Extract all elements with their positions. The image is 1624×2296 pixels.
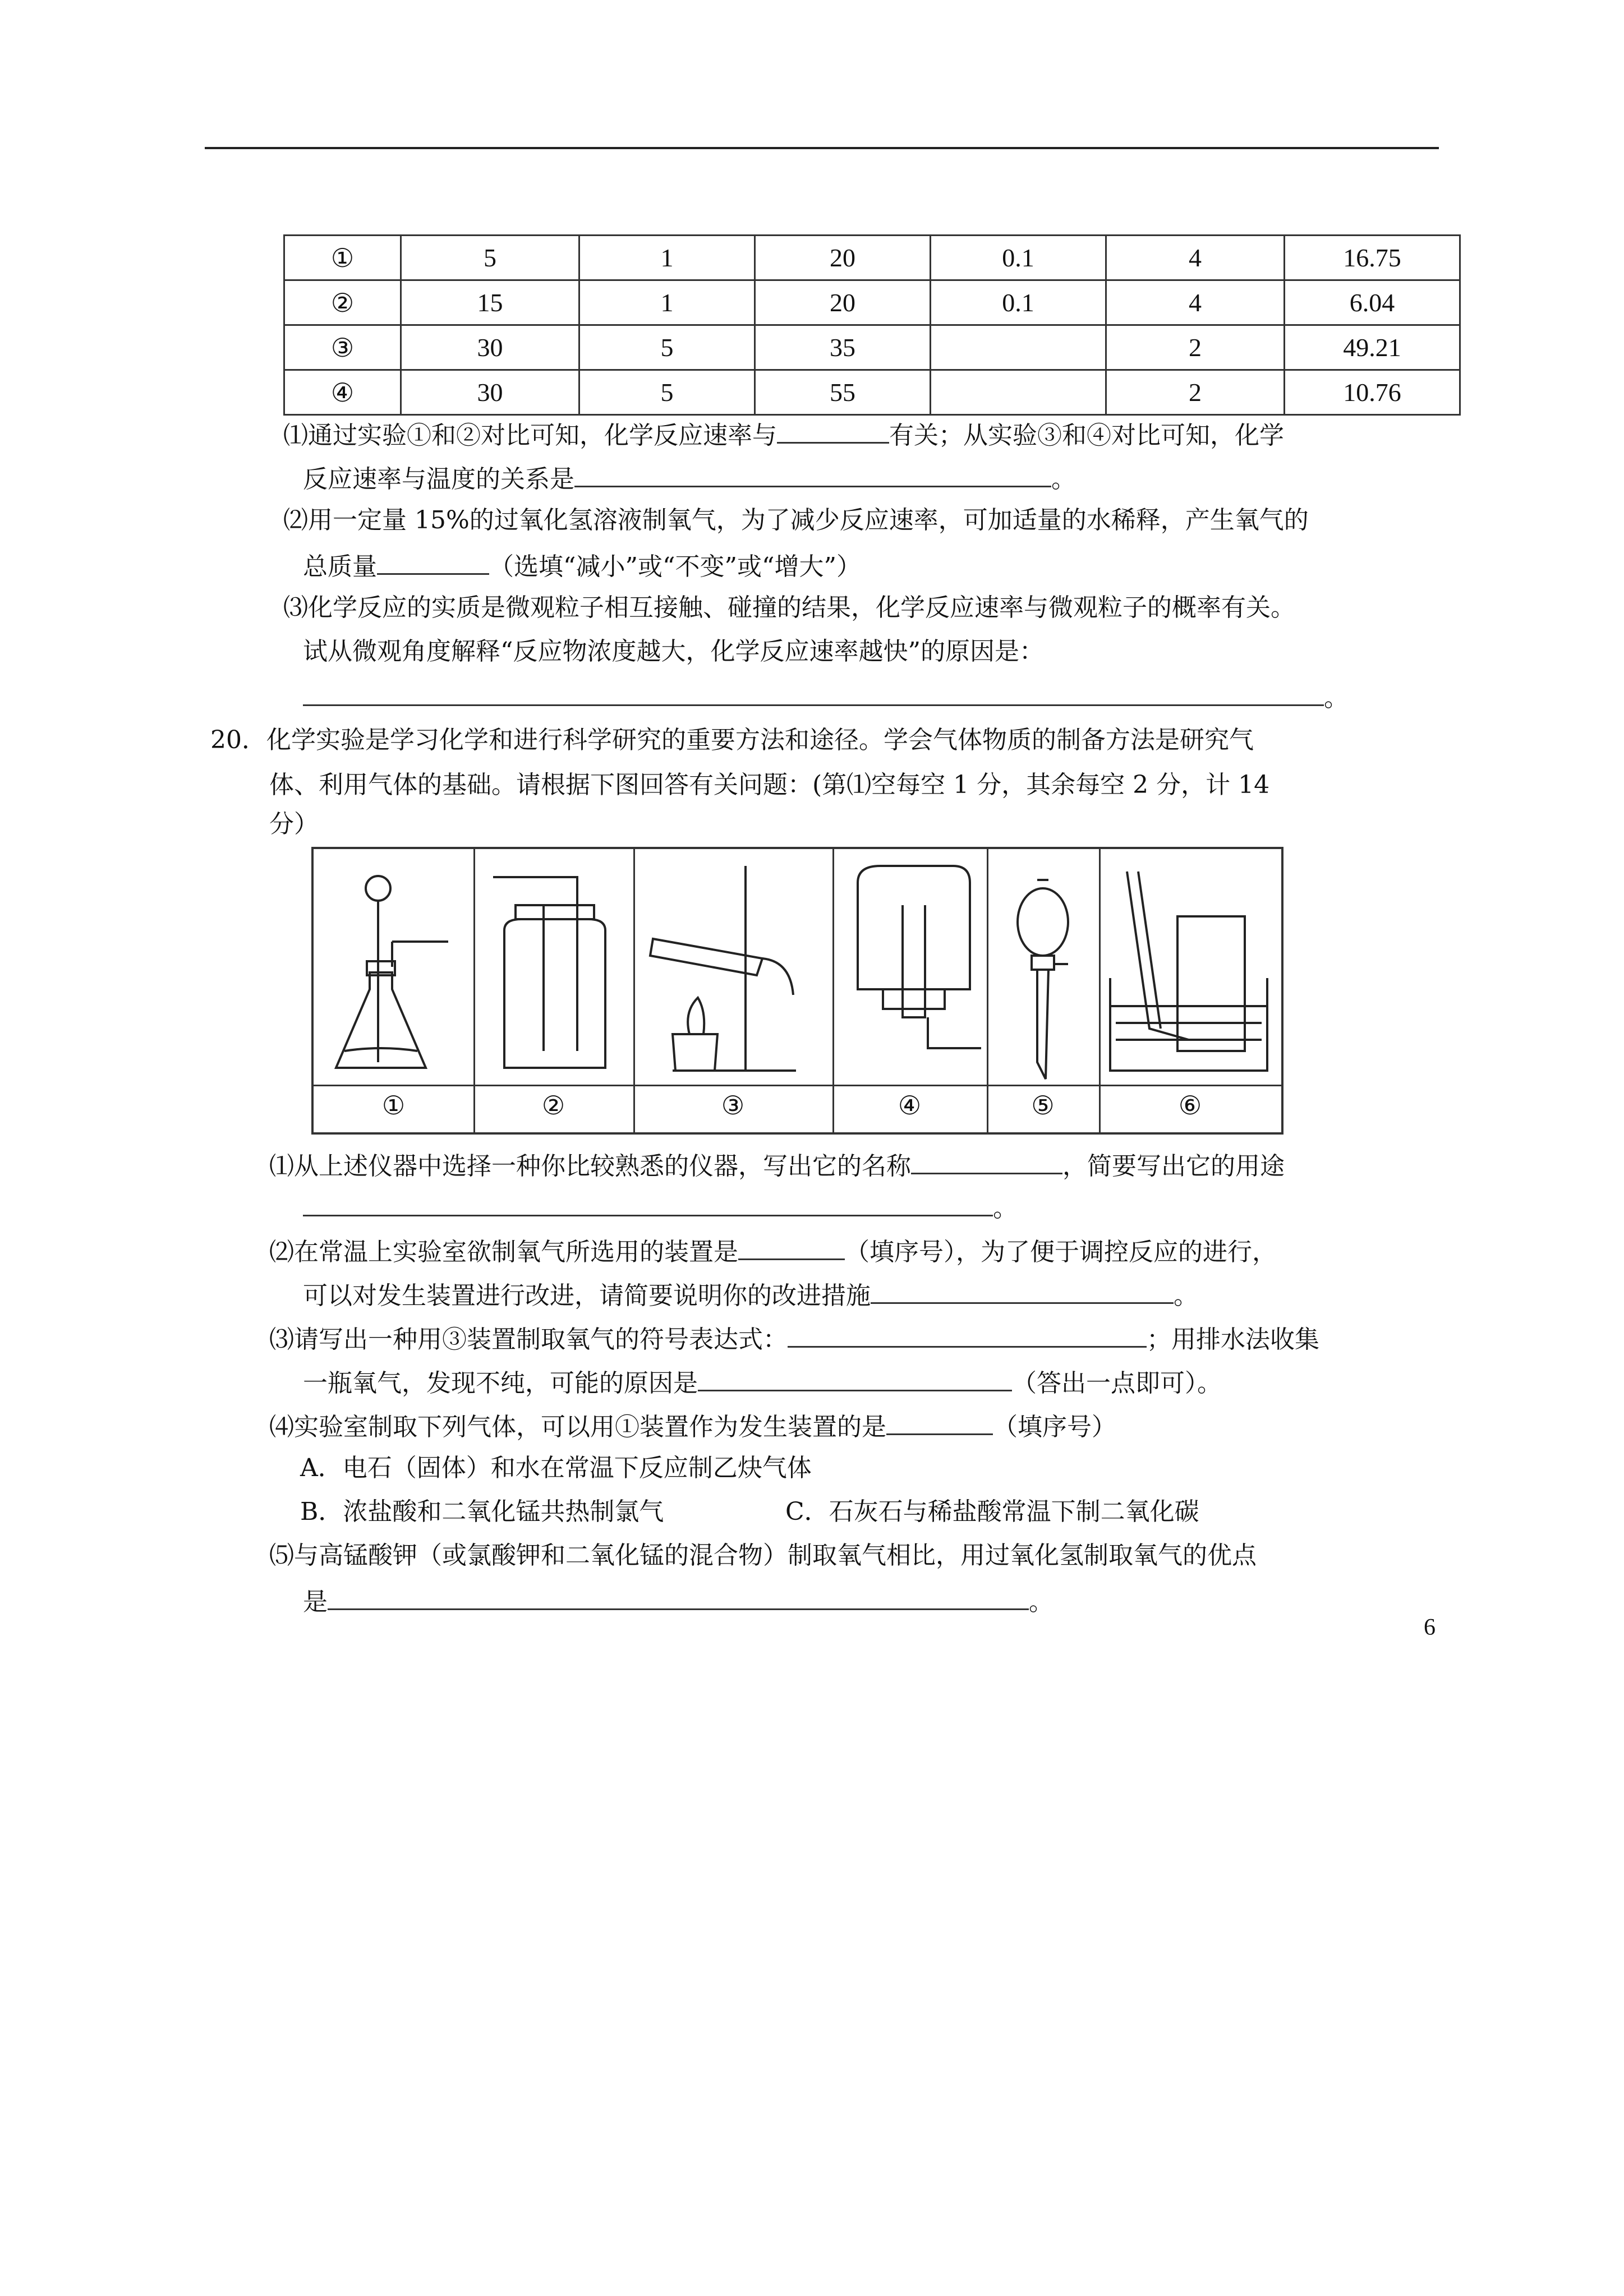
q20-intro-line1: 20．化学实验是学习化学和进行科学研究的重要方法和途径。学会气体物质的制备方法是研究气: [210, 726, 1254, 754]
q20-part2-line2: 可以对发生装置进行改进，请简要说明你的改进措施 。: [303, 1276, 1198, 1313]
q20-option-b: B．浓盐酸和二氧化锰共热制氯气: [300, 1497, 664, 1526]
table-cell: 4: [1106, 280, 1285, 325]
figure-label-6: ⑥: [1178, 1090, 1202, 1121]
table-cell: 1: [579, 236, 755, 280]
table-cell: ①: [284, 236, 401, 280]
table-cell: 0.1: [931, 280, 1106, 325]
answer-blank[interactable]: [911, 1147, 1062, 1174]
answer-blank[interactable]: [788, 1320, 1147, 1348]
q19-part2-line2: 总质量 （选填“减小”或“不变”或“增大”）: [303, 547, 861, 584]
answer-blank[interactable]: [574, 460, 1051, 487]
header-rule: [205, 147, 1439, 149]
q20-option-a: A．电石（固体）和水在常温下反应制乙炔气体: [300, 1454, 812, 1482]
answer-blank[interactable]: [777, 416, 889, 444]
table-cell: 20: [755, 236, 931, 280]
q19-part1-line2: 反应速率与温度的关系是 。: [303, 460, 1076, 496]
apparatus-figure: [311, 847, 1283, 1135]
figure-label-1: ①: [381, 1090, 406, 1121]
q19-part1-line1: ⑴通过实验①和②对比可知，化学反应速率与 有关；从实验③和④对比可知，化学: [283, 416, 1284, 453]
table-cell: 30: [401, 370, 579, 415]
table-cell: 55: [755, 370, 931, 415]
answer-blank[interactable]: [377, 547, 489, 575]
q19-part2-line1: ⑵用一定量 15%的过氧化氢溶液制氧气，为了减少反应速率，可加适量的水稀释，产生氧气的: [283, 506, 1309, 534]
answer-blank[interactable]: [871, 1276, 1174, 1304]
table-cell: ②: [284, 280, 401, 325]
q20-part1-line2: 。: [303, 1189, 1018, 1225]
apparatus-drawings: [314, 849, 1281, 1085]
conical-flask-with-funnel-icon: [336, 876, 448, 1068]
q20-part3-line1: ⑶请写出一种用③装置制取氧气的符号表达式： ；用排水法收集: [269, 1320, 1319, 1357]
table-cell: 15: [401, 280, 579, 325]
table-cell: 6.04: [1285, 280, 1460, 325]
q20-option-c: C．石灰石与稀盐酸常温下制二氧化碳: [785, 1497, 1199, 1526]
separatory-funnel-icon: [1018, 880, 1068, 1079]
table-cell: 0.1: [931, 236, 1106, 280]
q19-part3-line1: ⑶化学反应的实质是微观粒子相互接触、碰撞的结果，化学反应速率与微观粒子的概率有关。: [283, 593, 1295, 622]
table-cell: [931, 325, 1106, 370]
table-cell: 1: [579, 280, 755, 325]
answer-blank[interactable]: [328, 1583, 1029, 1610]
table-cell: [931, 370, 1106, 415]
q20-intro-line3: 分）: [269, 810, 319, 838]
gas-bottle-icon: [493, 877, 605, 1068]
q19-part3-line2: 试从微观角度解释“反应物浓度越大，化学反应速率越快”的原因是：: [303, 637, 1044, 666]
q19-part3-line3: 。: [303, 679, 1349, 715]
table-cell: 20: [755, 280, 931, 325]
figure-label-3: ③: [721, 1090, 745, 1121]
test-tube-heating-icon: [650, 866, 796, 1071]
q20-intro-line2: 体、利用气体的基础。请根据下图回答有关问题：(第⑴空每空 1 分，其余每空 2 分，计 14: [269, 771, 1270, 799]
experiment-table: [283, 234, 1461, 416]
table-cell: 10.76: [1285, 370, 1460, 415]
figure-label-5: ⑤: [1031, 1090, 1055, 1121]
table-cell: 16.75: [1285, 236, 1460, 280]
table-cell: 30: [401, 325, 579, 370]
q20-part5-line1: ⑸与高锰酸钾（或氯酸钾和二氧化锰的混合物）制取氧气相比，用过氧化氢制取氧气的优点: [269, 1541, 1257, 1570]
inverted-bottle-icon: [858, 866, 981, 1048]
q20-part2-line1: ⑵在常温上实验室欲制氧气所选用的装置是 （填序号），为了便于调控反应的进行，: [269, 1233, 1277, 1269]
page-number: 6: [1424, 1615, 1436, 1640]
table-cell: 49.21: [1285, 325, 1460, 370]
table-cell: 5: [401, 236, 579, 280]
table-row: [284, 325, 1460, 370]
figure-label-4: ④: [898, 1090, 922, 1121]
table-cell: ③: [284, 325, 401, 370]
q20-part4-line1: ⑷实验室制取下列气体，可以用①装置作为发生装置的是 （填序号）: [269, 1408, 1116, 1444]
q20-part5-line2: 是 。: [303, 1583, 1053, 1619]
table-cell: 35: [755, 325, 931, 370]
answer-blank[interactable]: [886, 1408, 993, 1435]
answer-blank[interactable]: [698, 1364, 1012, 1391]
q20-part1-line1: ⑴从上述仪器中选择一种你比较熟悉的仪器，写出它的名称 ，简要写出它的用途: [269, 1147, 1285, 1183]
figure-label-2: ②: [541, 1090, 565, 1121]
table-cell: 5: [579, 370, 755, 415]
table-cell: 2: [1106, 370, 1285, 415]
answer-blank[interactable]: [303, 1189, 993, 1216]
table-cell: 5: [579, 325, 755, 370]
table-cell: 2: [1106, 325, 1285, 370]
table-row: [284, 280, 1460, 325]
q20-part3-line2: 一瓶氧气，发现不纯，可能的原因是 （答出一点即可）。: [303, 1364, 1222, 1400]
table-cell: ④: [284, 370, 401, 415]
table-cell: 4: [1106, 236, 1285, 280]
table-row: [284, 236, 1460, 280]
water-trough-icon: [1110, 872, 1267, 1071]
table-row: [284, 370, 1460, 415]
answer-blank[interactable]: [303, 679, 1324, 706]
answer-blank[interactable]: [738, 1233, 845, 1260]
